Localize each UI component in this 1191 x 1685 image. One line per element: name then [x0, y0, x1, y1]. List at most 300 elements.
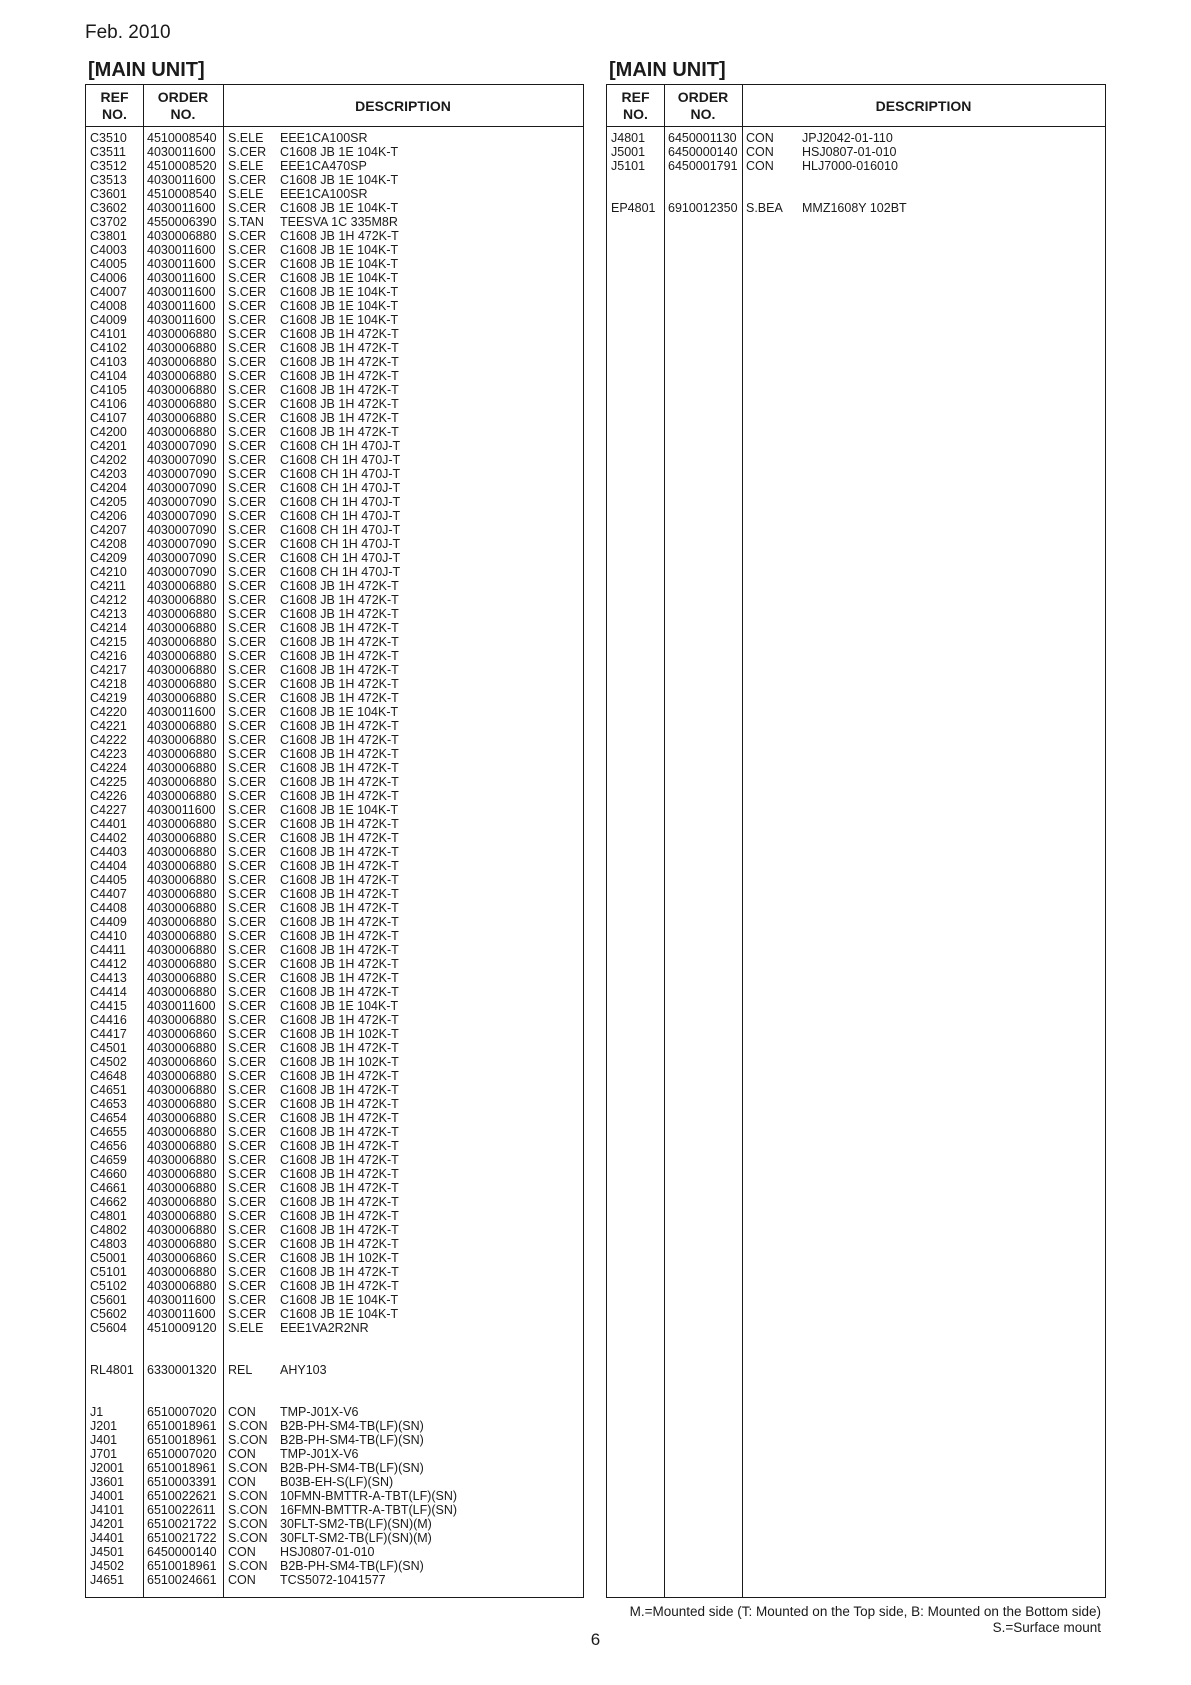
description-header: DESCRIPTION [355, 97, 451, 114]
ref-no-cell: J4001 [90, 1489, 125, 1503]
type-cell: S.CER [228, 831, 267, 845]
ref-no-cell: C3510 [90, 131, 127, 145]
ref-no-cell: C5101 [90, 1265, 127, 1279]
type-cell: S.CER [228, 285, 267, 299]
table-row [86, 719, 583, 733]
table-row [86, 1265, 583, 1279]
order-no-cell: 4510008520 [147, 159, 217, 173]
ref-no-cell: C4217 [90, 663, 127, 677]
ref-no-cell: C4415 [90, 999, 127, 1013]
type-cell: S.CER [228, 607, 267, 621]
type-cell: S.CER [228, 341, 267, 355]
table-row [86, 285, 583, 299]
order-no-cell: 4510008540 [147, 131, 217, 145]
description-cell: AHY103 [280, 1363, 327, 1377]
ref-no-cell: RL4801 [90, 1363, 134, 1377]
order-no-cell: 6450000140 [147, 1545, 217, 1559]
order-no-cell: 4030007090 [147, 481, 217, 495]
type-cell: S.CON [228, 1531, 268, 1545]
ref-no-cell: C4801 [90, 1209, 127, 1223]
type-cell: S.CON [228, 1461, 268, 1475]
ref-no-cell: C4802 [90, 1223, 127, 1237]
description-cell: C1608 JB 1H 472K-T [280, 733, 399, 747]
order-no-cell: 4030007090 [147, 509, 217, 523]
type-cell: S.CER [228, 971, 267, 985]
type-cell: S.CER [228, 677, 267, 691]
order-no-cell: 4030006880 [147, 985, 217, 999]
order-no-cell: 4030006880 [147, 859, 217, 873]
table-row [86, 243, 583, 257]
table-row [607, 159, 1105, 173]
order-no-cell: 4030006880 [147, 761, 217, 775]
ref-no-cell: C4207 [90, 523, 127, 537]
order-no-cell: 4030006880 [147, 635, 217, 649]
spacer-row [607, 173, 1105, 187]
ref-no-cell: C4401 [90, 817, 127, 831]
type-cell: S.CER [228, 1237, 267, 1251]
description-cell: C1608 JB 1H 472K-T [280, 355, 399, 369]
ref-no-cell: J4401 [90, 1531, 125, 1545]
order-no-cell: 4030006880 [147, 873, 217, 887]
ref-no-cell: C4101 [90, 327, 127, 341]
ref-no-cell: C4220 [90, 705, 127, 719]
type-cell: S.ELE [228, 1321, 264, 1335]
table-row [86, 971, 583, 985]
ref-no-cell: C4212 [90, 593, 127, 607]
type-cell: S.CER [228, 957, 267, 971]
order-no-cell: 4030006880 [147, 719, 217, 733]
table-row [86, 1251, 583, 1265]
ref-no-cell: C4661 [90, 1181, 127, 1195]
ref-no-cell: J401 [90, 1433, 118, 1447]
type-cell: S.ELE [228, 131, 264, 145]
type-cell: S.CER [228, 1307, 267, 1321]
type-cell: S.CER [228, 579, 267, 593]
ref-no-cell: C4655 [90, 1125, 127, 1139]
ref-no-cell: C4213 [90, 607, 127, 621]
order-no-cell: 6450001130 [668, 131, 737, 145]
table-row [86, 1489, 583, 1503]
ref-no-cell: C4224 [90, 761, 127, 775]
ref-no-cell: C3702 [90, 215, 127, 229]
table-row [86, 215, 583, 229]
description-cell: C1608 JB 1E 104K-T [280, 1307, 399, 1321]
ref-no-cell: C4403 [90, 845, 127, 859]
description-cell: C1608 JB 1E 104K-T [280, 313, 399, 327]
order-no-cell: 6510007020 [147, 1405, 217, 1419]
type-cell: S.CER [228, 1167, 267, 1181]
description-cell: 10FMN-BMTTR-A-TBT(LF)(SN) [280, 1489, 458, 1503]
table-row [86, 649, 583, 663]
order-no-cell: 6510021722 [147, 1531, 217, 1545]
description-cell: C1608 JB 1H 472K-T [280, 873, 399, 887]
order-no-cell: 4030006880 [147, 649, 217, 663]
ref-no-cell: J4101 [90, 1503, 125, 1517]
description-cell: C1608 JB 1H 472K-T [280, 663, 399, 677]
ref-no-cell: C4210 [90, 565, 127, 579]
table-row [86, 1209, 583, 1223]
ref-no-cell: C4501 [90, 1041, 127, 1055]
table-row [86, 1195, 583, 1209]
ref-no-cell: C3801 [90, 229, 127, 243]
order-no-cell: 4030006880 [147, 327, 217, 341]
description-cell: C1608 JB 1H 472K-T [280, 1069, 399, 1083]
left-table-body [86, 131, 583, 1587]
type-cell: S.CER [228, 551, 267, 565]
description-cell: C1608 JB 1H 472K-T [280, 761, 399, 775]
order-no-cell: 4030011600 [147, 243, 216, 257]
spacer-row [607, 187, 1105, 201]
ref-no-header: REF NO. [621, 89, 650, 122]
table-row [86, 1573, 583, 1587]
description-cell: C1608 JB 1E 104K-T [280, 803, 399, 817]
type-cell: S.CER [228, 467, 267, 481]
order-no-cell: 4030011600 [147, 285, 216, 299]
ref-no-cell: C4651 [90, 1083, 127, 1097]
order-no-cell: 4030007090 [147, 495, 217, 509]
table-row [86, 1111, 583, 1125]
table-row [86, 1125, 583, 1139]
type-cell: S.CER [228, 1251, 267, 1265]
ref-no-cell: C4007 [90, 285, 127, 299]
ref-no-cell: C4103 [90, 355, 127, 369]
description-cell: C1608 JB 1E 104K-T [280, 145, 399, 159]
description-cell: C1608 JB 1H 472K-T [280, 985, 399, 999]
type-cell: S.CER [228, 299, 267, 313]
description-cell: C1608 JB 1H 472K-T [280, 1041, 399, 1055]
table-row [86, 257, 583, 271]
description-cell: EEE1CA470SP [280, 159, 367, 173]
ref-no-cell: J201 [90, 1419, 118, 1433]
order-no-cell: 6450001791 [668, 159, 738, 173]
type-cell: S.CER [228, 985, 267, 999]
description-cell: C1608 JB 1E 104K-T [280, 201, 399, 215]
ref-no-cell: C5102 [90, 1279, 127, 1293]
ref-no-cell: C4414 [90, 985, 127, 999]
order-no-cell: 4030006880 [147, 1083, 217, 1097]
type-cell: S.CER [228, 635, 267, 649]
order-no-cell: 4030007090 [147, 551, 217, 565]
ref-no-cell: C4413 [90, 971, 127, 985]
ref-no-cell: C4803 [90, 1237, 127, 1251]
order-no-cell: 4030007090 [147, 439, 217, 453]
order-no-cell: 4030006880 [147, 1279, 217, 1293]
order-no-cell: 4030006880 [147, 901, 217, 915]
ref-no-cell: C4003 [90, 243, 127, 257]
description-cell: C1608 CH 1H 470J-T [280, 453, 401, 467]
table-row [86, 481, 583, 495]
table-row [86, 691, 583, 705]
date-label: Feb. 2010 [85, 22, 171, 43]
description-cell: C1608 JB 1H 472K-T [280, 649, 399, 663]
description-cell: C1608 JB 1H 102K-T [280, 1251, 399, 1265]
description-cell: C1608 JB 1H 472K-T [280, 607, 399, 621]
table-row [86, 1433, 583, 1447]
description-cell: C1608 JB 1H 472K-T [280, 593, 399, 607]
description-cell: C1608 JB 1H 472K-T [280, 383, 399, 397]
table-row [86, 1559, 583, 1573]
order-no-cell: 4030006880 [147, 677, 217, 691]
type-cell: S.CER [228, 1223, 267, 1237]
order-no-cell: 4030006880 [147, 1167, 217, 1181]
type-cell: CON [228, 1447, 256, 1461]
ref-no-cell: C4204 [90, 481, 127, 495]
type-cell: S.CON [228, 1489, 268, 1503]
order-no-cell: 4030006880 [147, 621, 217, 635]
description-cell: C1608 JB 1H 102K-T [280, 1027, 399, 1041]
description-cell: C1608 JB 1H 472K-T [280, 747, 399, 761]
spacer-row [86, 1335, 583, 1349]
description-cell: C1608 JB 1H 472K-T [280, 579, 399, 593]
table-row [86, 341, 583, 355]
order-no-cell: 4510009120 [147, 1321, 217, 1335]
order-no-cell: 4030011600 [147, 271, 216, 285]
table-row [86, 453, 583, 467]
table-row [86, 1307, 583, 1321]
table-row [86, 1405, 583, 1419]
order-no-cell: 4030006880 [147, 789, 217, 803]
type-cell: S.CER [228, 565, 267, 579]
spacer-row [86, 1377, 583, 1391]
description-cell: B2B-PH-SM4-TB(LF)(SN) [280, 1461, 424, 1475]
ref-no-cell: C4653 [90, 1097, 127, 1111]
ref-no-cell: C5604 [90, 1321, 127, 1335]
type-cell: S.CER [228, 1013, 267, 1027]
description-cell: C1608 JB 1H 472K-T [280, 691, 399, 705]
type-cell: S.CER [228, 397, 267, 411]
ref-no-cell: C4206 [90, 509, 127, 523]
type-cell: S.CER [228, 439, 267, 453]
ref-no-cell: C4005 [90, 257, 127, 271]
description-cell: C1608 JB 1E 104K-T [280, 285, 399, 299]
ref-no-cell: C4648 [90, 1069, 127, 1083]
ref-no-cell: C4200 [90, 425, 127, 439]
header-divider [86, 126, 583, 127]
type-cell: S.CER [228, 1097, 267, 1111]
type-cell: S.CER [228, 719, 267, 733]
table-row [86, 1153, 583, 1167]
table-row [86, 159, 583, 173]
table-row [86, 467, 583, 481]
table-row [86, 1363, 583, 1377]
table-row [86, 201, 583, 215]
order-no-cell: 4030006880 [147, 915, 217, 929]
description-cell: C1608 JB 1H 472K-T [280, 341, 399, 355]
description-cell: TCS5072-1041577 [280, 1573, 386, 1587]
ref-no-cell: J5101 [611, 159, 646, 173]
description-cell: C1608 JB 1H 472K-T [280, 943, 399, 957]
order-no-cell: 4030006880 [147, 397, 217, 411]
table-row [86, 1475, 583, 1489]
table-row [86, 901, 583, 915]
table-row [86, 537, 583, 551]
left-parts-table [85, 84, 584, 1598]
order-no-cell: 6510021722 [147, 1517, 217, 1531]
ref-no-cell: C4106 [90, 397, 127, 411]
type-cell: S.CER [228, 257, 267, 271]
description-cell: B03B-EH-S(LF)(SN) [280, 1475, 394, 1489]
order-no-cell: 4030011600 [147, 705, 216, 719]
order-no-cell: 6510024661 [147, 1573, 217, 1587]
order-no-cell: 4030006880 [147, 355, 217, 369]
table-row [86, 1055, 583, 1069]
type-cell: S.CER [228, 649, 267, 663]
description-cell: HLJ7000-016010 [802, 159, 898, 173]
table-row [86, 1321, 583, 1335]
order-no-cell: 4030006880 [147, 887, 217, 901]
ref-no-cell: C4402 [90, 831, 127, 845]
description-cell: C1608 JB 1H 472K-T [280, 411, 399, 425]
table-row [86, 355, 583, 369]
table-row [86, 873, 583, 887]
description-cell: C1608 JB 1H 472K-T [280, 369, 399, 383]
order-no-cell: 4030006880 [147, 747, 217, 761]
description-cell: C1608 JB 1H 472K-T [280, 859, 399, 873]
table-row [86, 1223, 583, 1237]
ref-no-cell: C4409 [90, 915, 127, 929]
order-no-cell: 4030006880 [147, 1013, 217, 1027]
type-cell: S.CER [228, 1125, 267, 1139]
type-cell: S.CON [228, 1419, 268, 1433]
description-cell: B2B-PH-SM4-TB(LF)(SN) [280, 1559, 424, 1573]
order-no-cell: 4030006880 [147, 1125, 217, 1139]
description-cell: C1608 JB 1H 472K-T [280, 901, 399, 915]
type-cell: CON [228, 1545, 256, 1559]
table-row [86, 425, 583, 439]
order-no-cell: 4030006860 [147, 1055, 217, 1069]
table-row [607, 145, 1105, 159]
description-cell: C1608 JB 1H 472K-T [280, 229, 399, 243]
type-cell: S.CER [228, 1083, 267, 1097]
ref-no-cell: C4211 [90, 579, 126, 593]
table-row [86, 677, 583, 691]
ref-no-cell: C4219 [90, 691, 127, 705]
order-no-cell: 4030006880 [147, 845, 217, 859]
right-table-body [607, 131, 1105, 215]
table-row [86, 635, 583, 649]
type-cell: S.ELE [228, 159, 264, 173]
order-no-cell: 4030006880 [147, 579, 217, 593]
type-cell: S.CER [228, 1279, 267, 1293]
order-no-cell: 4030006860 [147, 1251, 217, 1265]
table-row [86, 1545, 583, 1559]
description-cell: C1608 JB 1H 472K-T [280, 789, 399, 803]
table-row [86, 845, 583, 859]
order-no-cell: 4030011600 [147, 1307, 216, 1321]
type-cell: S.CER [228, 691, 267, 705]
ref-no-cell: C3601 [90, 187, 127, 201]
ref-no-cell: C4411 [90, 943, 126, 957]
type-cell: S.CER [228, 1041, 267, 1055]
order-no-cell: 4030006880 [147, 1195, 217, 1209]
table-row [86, 747, 583, 761]
ref-no-cell: J4201 [90, 1517, 125, 1531]
type-cell: S.CER [228, 453, 267, 467]
spacer-row [86, 1391, 583, 1405]
column-divider [664, 85, 665, 1597]
description-cell: C1608 CH 1H 470J-T [280, 537, 401, 551]
type-cell: S.CER [228, 733, 267, 747]
type-cell: S.CER [228, 383, 267, 397]
ref-no-cell: C4201 [90, 439, 127, 453]
ref-no-cell: J4801 [611, 131, 646, 145]
description-cell: 30FLT-SM2-TB(LF)(SN)(M) [280, 1531, 432, 1545]
order-no-cell: 4030011600 [147, 257, 216, 271]
order-no-cell: 4030006880 [147, 383, 217, 397]
type-cell: S.CON [228, 1517, 268, 1531]
order-no-cell: 4030011600 [147, 145, 216, 159]
ref-no-cell: C4659 [90, 1153, 127, 1167]
type-cell: S.CER [228, 173, 267, 187]
table-row [86, 1069, 583, 1083]
table-row [86, 565, 583, 579]
table-row [86, 789, 583, 803]
type-cell: S.ELE [228, 187, 264, 201]
type-cell: S.CER [228, 999, 267, 1013]
order-no-cell: 6510003391 [147, 1475, 217, 1489]
order-no-cell: 4030006880 [147, 425, 217, 439]
description-cell: TEESVA 1C 335M8R [280, 215, 398, 229]
type-cell: S.CER [228, 1027, 267, 1041]
description-cell: C1608 CH 1H 470J-T [280, 523, 401, 537]
ref-no-cell: C4660 [90, 1167, 127, 1181]
table-row [86, 929, 583, 943]
table-row [86, 439, 583, 453]
type-cell: S.CER [228, 817, 267, 831]
ref-no-cell: C4227 [90, 803, 127, 817]
order-no-cell: 4030006880 [147, 341, 217, 355]
order-no-cell: 4030006880 [147, 593, 217, 607]
description-cell: C1608 JB 1E 104K-T [280, 999, 399, 1013]
type-cell: S.CER [228, 313, 267, 327]
description-cell: C1608 JB 1H 472K-T [280, 1111, 399, 1125]
ref-no-header: REF NO. [100, 89, 129, 122]
description-cell: C1608 CH 1H 470J-T [280, 439, 401, 453]
table-row [86, 831, 583, 845]
description-header: DESCRIPTION [875, 97, 972, 114]
ref-no-cell: C4405 [90, 873, 127, 887]
order-no-cell: 4030006880 [147, 411, 217, 425]
table-row [86, 523, 583, 537]
table-row [86, 1167, 583, 1181]
type-cell: S.CER [228, 747, 267, 761]
table-row [86, 1041, 583, 1055]
description-cell: C1608 JB 1H 472K-T [280, 831, 399, 845]
description-cell: C1608 JB 1H 472K-T [280, 1167, 399, 1181]
type-cell: S.CER [228, 369, 267, 383]
ref-no-cell: C4215 [90, 635, 127, 649]
type-cell: S.CER [228, 593, 267, 607]
ref-no-cell: J4501 [90, 1545, 125, 1559]
description-cell: B2B-PH-SM4-TB(LF)(SN) [280, 1433, 424, 1447]
description-cell: C1608 JB 1H 472K-T [280, 1279, 399, 1293]
ref-no-cell: C4222 [90, 733, 127, 747]
description-cell: C1608 JB 1E 104K-T [280, 705, 399, 719]
table-row [86, 761, 583, 775]
table-row [86, 1083, 583, 1097]
ref-no-cell: C4225 [90, 775, 127, 789]
description-cell: C1608 CH 1H 470J-T [280, 565, 401, 579]
order-no-cell: 4030007090 [147, 537, 217, 551]
description-cell: C1608 JB 1H 472K-T [280, 1139, 399, 1153]
order-no-cell: 6910012350 [668, 201, 738, 215]
type-cell: S.CER [228, 1293, 267, 1307]
order-no-cell: 6330001320 [147, 1363, 217, 1377]
type-cell: S.CER [228, 1139, 267, 1153]
type-cell: S.CER [228, 761, 267, 775]
table-row [86, 1237, 583, 1251]
table-row [86, 1503, 583, 1517]
